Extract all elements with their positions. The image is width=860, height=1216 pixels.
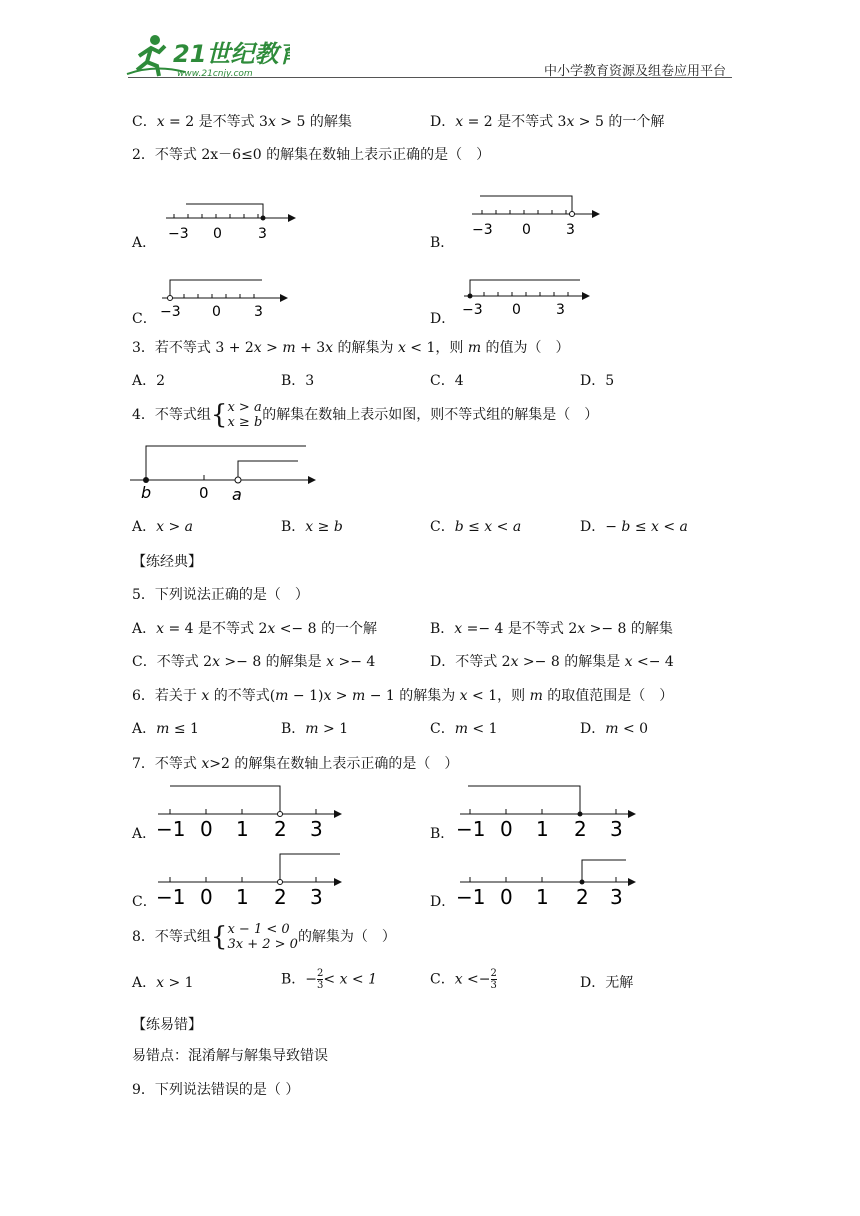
tick-label: 0	[200, 885, 213, 909]
q3-option-d: D．5	[580, 373, 615, 389]
header-divider	[128, 77, 732, 78]
header-platform-name: 中小学教育资源及组卷应用平台	[543, 64, 726, 79]
q8-brace: {	[210, 922, 228, 952]
q8-option-c-prefix: C．𝑥 <−	[430, 971, 491, 988]
q2-label-b: B．	[430, 235, 455, 251]
fraction-denominator: 3	[317, 980, 324, 991]
tick-label: 1	[536, 885, 549, 909]
axis-label-0: 0	[199, 484, 209, 502]
q8-option-b	[281, 968, 377, 998]
tick-label: 3	[566, 222, 575, 238]
q8-system	[227, 922, 297, 952]
q7-stem: 7．不等式 𝑥>2 的解集在数轴上表示正确的是（ ）	[132, 756, 459, 772]
tick-label: 3	[310, 817, 323, 841]
q4-numberline	[126, 440, 326, 506]
q1-option-d: D．𝑥 = 2 是不等式 3𝑥 > 5 的一个解	[430, 114, 665, 130]
q4-system-top: 𝑥 > 𝑎	[227, 400, 262, 415]
tick-label: −1	[156, 817, 186, 841]
q8-option-b-suffix: < 𝑥 < 1	[323, 971, 378, 988]
q2-numberline-c	[150, 274, 300, 320]
q2-numberline-d	[458, 274, 608, 320]
tick-label: 3	[556, 302, 565, 318]
q3-option-c: C．4	[430, 373, 464, 389]
section-errors-heading: 【练易错】	[132, 1017, 202, 1033]
q2-numberline-a	[150, 196, 300, 242]
q8-system-top: 𝑥 − 1 < 0	[227, 922, 290, 937]
error-point-note: 易错点：混淆解与解集导致错误	[132, 1048, 328, 1064]
tick-label: 2	[576, 885, 589, 909]
tick-label: 2	[274, 817, 287, 841]
q3-option-b: B．3	[281, 373, 315, 389]
q6-option-b: B．𝑚 > 1	[281, 721, 349, 737]
q5-stem: 5．下列说法正确的是（ ）	[132, 587, 309, 603]
q6-option-d: D．𝑚 < 0	[580, 721, 649, 737]
q7-label-b: B．	[430, 826, 455, 842]
logo	[125, 30, 290, 84]
q4-stem	[132, 400, 598, 436]
q4-system-bottom: 𝑥 ≥ 𝑏	[227, 415, 263, 430]
tick-label: −3	[168, 226, 189, 242]
tick-label: −3	[472, 222, 493, 238]
q4-stem-suffix: 的解集在数轴上表示如图，则不等式组的解集是（ ）	[262, 407, 599, 423]
q4-option-b: B．𝑥 ≥ 𝑏	[281, 519, 343, 535]
tick-label: 1	[236, 817, 249, 841]
q5-option-b: B．𝑥 =− 4 是不等式 2𝑥 >− 8 的解集	[430, 621, 673, 637]
q6-stem: 6．若关于 𝑥 的不等式(𝑚 − 1)𝑥 > 𝑚 − 1 的解集为 𝑥 < 1，则 𝑚 的取值范围是（ ）	[132, 688, 674, 704]
tick-label: −1	[456, 885, 486, 909]
q7-numberline-d	[452, 850, 652, 910]
q4-option-a: A．𝑥 > 𝑎	[132, 519, 193, 535]
logo-url: www.21cnjy.com	[177, 69, 253, 79]
tick-label: 3	[258, 226, 267, 242]
q8-option-c-fraction	[491, 968, 497, 991]
section-classic-heading: 【练经典】	[132, 554, 202, 570]
tick-label: 0	[500, 885, 513, 909]
tick-label: 2	[574, 817, 587, 841]
q7-label-c: C．	[132, 894, 157, 910]
q6-option-a: A．𝑚 ≤ 1	[132, 721, 199, 737]
q2-label-a: A．	[132, 235, 157, 251]
q7-label-d: D．	[430, 894, 456, 910]
q8-system-bottom: 3𝑥 + 2 > 0	[227, 937, 298, 952]
axis-label-b: b	[141, 483, 152, 502]
q8-option-d: D．无解	[580, 975, 634, 991]
tick-label: 3	[310, 885, 323, 909]
q4-stem-prefix: 4．不等式组	[132, 407, 211, 423]
tick-label: 3	[610, 885, 623, 909]
q4-system	[227, 400, 262, 430]
q2-numberline-b	[462, 190, 612, 238]
q5-option-c: C．不等式 2𝑥 >− 8 的解集是 𝑥 >− 4	[132, 654, 376, 670]
q2-label-d: D．	[430, 311, 456, 327]
tick-label: 0	[213, 226, 222, 242]
q3-option-a: A．2	[132, 373, 166, 389]
q8-option-b-prefix: B．−	[281, 971, 318, 988]
q8-stem	[132, 922, 396, 958]
tick-label: 2	[274, 885, 287, 909]
q7-numberline-a	[150, 782, 350, 842]
tick-label: 0	[512, 302, 521, 318]
fraction-numerator: 2	[317, 968, 324, 979]
tick-label: 0	[212, 304, 221, 320]
q4-brace: {	[210, 400, 228, 430]
fraction-numerator: 2	[490, 968, 497, 979]
tick-label: −3	[462, 302, 483, 318]
q7-label-a: A．	[132, 826, 157, 842]
q2-stem: 2．不等式 2x－6≤0 的解集在数轴上表示正确的是（ ）	[132, 147, 491, 163]
tick-label: 1	[236, 885, 249, 909]
q3-stem: 3．若不等式 3 + 2𝑥 > 𝑚 + 3𝑥 的解集为 𝑥 < 1，则 𝑚 的值为（ ）	[132, 340, 570, 356]
q4-option-c: C．𝑏 ≤ 𝑥 < 𝑎	[430, 519, 522, 535]
tick-label: −3	[160, 304, 181, 320]
q7-numberline-c	[150, 850, 350, 910]
q4-option-d: D．− 𝑏 ≤ 𝑥 < 𝑎	[580, 519, 688, 535]
tick-label: 3	[254, 304, 263, 320]
q8-option-a: A．𝑥 > 1	[132, 975, 194, 991]
q5-option-d: D．不等式 2𝑥 >− 8 的解集是 𝑥 <− 4	[430, 654, 674, 670]
tick-label: 0	[200, 817, 213, 841]
tick-label: 0	[500, 817, 513, 841]
logo-text: 21世纪教育	[173, 40, 290, 68]
tick-label: 3	[610, 817, 623, 841]
fraction-denominator: 3	[490, 980, 497, 991]
q8-stem-suffix: 的解集为（ ）	[297, 929, 396, 945]
q5-option-a: A．𝑥 = 4 是不等式 2𝑥 <− 8 的一个解	[132, 621, 377, 637]
logo-graphic	[125, 30, 290, 80]
q6-option-c: C．𝑚 < 1	[430, 721, 498, 737]
tick-label: −1	[456, 817, 486, 841]
q2-label-c: C．	[132, 311, 157, 327]
axis-label-a: a	[232, 485, 242, 504]
tick-label: −1	[156, 885, 186, 909]
tick-label: 0	[522, 222, 531, 238]
q8-option-c	[430, 968, 497, 998]
q1-option-c: C．𝑥 = 2 是不等式 3𝑥 > 5 的解集	[132, 114, 352, 130]
tick-label: 1	[536, 817, 549, 841]
q8-stem-prefix: 8．不等式组	[132, 929, 211, 945]
q9-stem: 9．下列说法错误的是（ ）	[132, 1082, 300, 1098]
page-header	[0, 0, 860, 90]
q7-numberline-b	[452, 782, 652, 842]
